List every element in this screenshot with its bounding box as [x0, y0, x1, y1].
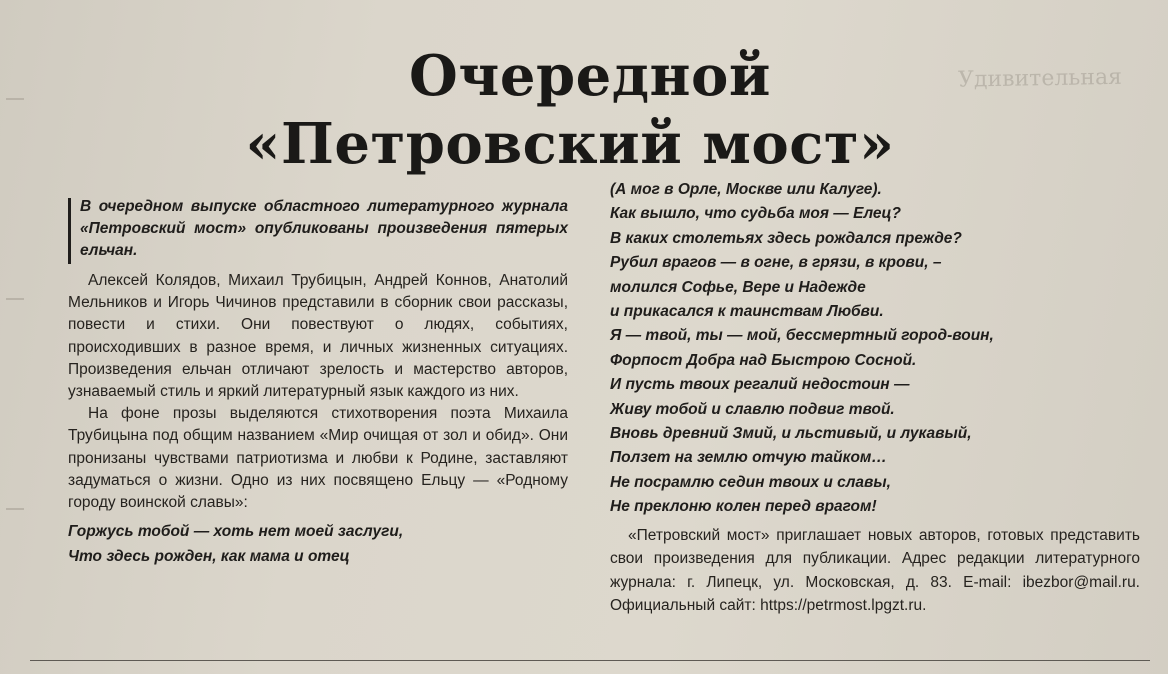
poem-line: Ползет на землю отчую тайком…	[610, 449, 887, 467]
lead-paragraph	[68, 196, 568, 262]
lead-bar	[68, 198, 71, 264]
poem-line: и прикасался к таинствам Любви.	[610, 303, 884, 321]
editorial-contact-paragraph: «Петровский мост» приглашает новых авторов, готовых представить свои произведения для публикации. Адрес редакции литературного журнала: г. Липецк, ул. Московская, д. 83. E-mail: ibezbor@mail.ru. Официальный сайт: https://petrmost.lpgzt.ru.	[610, 526, 1140, 615]
poem-line: молился Софье, Вере и Надежде	[610, 278, 866, 296]
poem-line: И пусть твоих регалий недостоин —	[610, 376, 910, 394]
body-paragraph-1: Алексей Колядов, Михаил Трубицын, Андрей Коннов, Анатолий Мельников и Игорь Чичинов представили в сборник свои рассказы, повести и стихи. Они повествуют о людях, событиях, происходивших в разное время, и личных жизненных ситуациях. Произведения ельчан отличают зрелость и мастерство авторов, узнаваемый стиль и яркий литературный язык каждого из них.	[68, 272, 568, 401]
poem-line: Живу тобой и славлю подвиг твой.	[610, 400, 895, 418]
article-headline	[120, 42, 1020, 177]
poem-line: Форпост Добра над Быстрою Сосной.	[610, 351, 917, 369]
poem-line: Вновь древний Змий, и льстивый, и лукавый,	[610, 425, 972, 443]
right-column	[610, 178, 1140, 633]
poem-line: Как вышло, что судьба моя — Елец?	[610, 205, 901, 223]
poem-line: Что здесь рожден, как мама и отец	[68, 547, 350, 565]
poem-left	[68, 520, 568, 569]
poem-right	[610, 178, 1140, 520]
poem-line: Я — твой, ты — мой, бессмертный город-воин,	[610, 327, 994, 345]
left-column	[68, 196, 568, 569]
body-paragraph-2: На фоне прозы выделяются стихотворения поэта Михаила Трубицына под общим названием «Мир очищая от зол и обид». Они пронизаны чувствами патриотизма и любви к Родине, заставляют задуматься о жизни. Одно из них посвящено Ельцу — «Родному городу воинской славы»:	[68, 405, 568, 512]
binding-mark	[6, 98, 24, 100]
poem-line: В каких столетьях здесь рождался прежде?	[610, 229, 962, 247]
poem-line: Не преклоню колен перед врагом!	[610, 498, 877, 516]
headline-line-1: Очередной	[409, 42, 771, 109]
binding-mark	[6, 298, 24, 300]
poem-line: Рубил врагов — в огне, в грязи, в крови, –	[610, 254, 942, 272]
poem-line: Горжусь тобой — хоть нет моей заслуги,	[68, 523, 404, 541]
headline-line-2: «Петровский мост»	[245, 110, 895, 177]
poem-line: (А мог в Орле, Москве или Калуге).	[610, 181, 882, 198]
binding-mark	[6, 508, 24, 510]
poem-line: Не посрамлю седин твоих и славы,	[610, 473, 891, 491]
lead-text: В очередном выпуске областного литературного журнала «Петровский мост» опубликованы произведения пятерых ельчан.	[80, 198, 568, 259]
page-divider-rule	[30, 660, 1150, 661]
adjacent-page-bleed-text: Удивительная	[957, 64, 1123, 93]
